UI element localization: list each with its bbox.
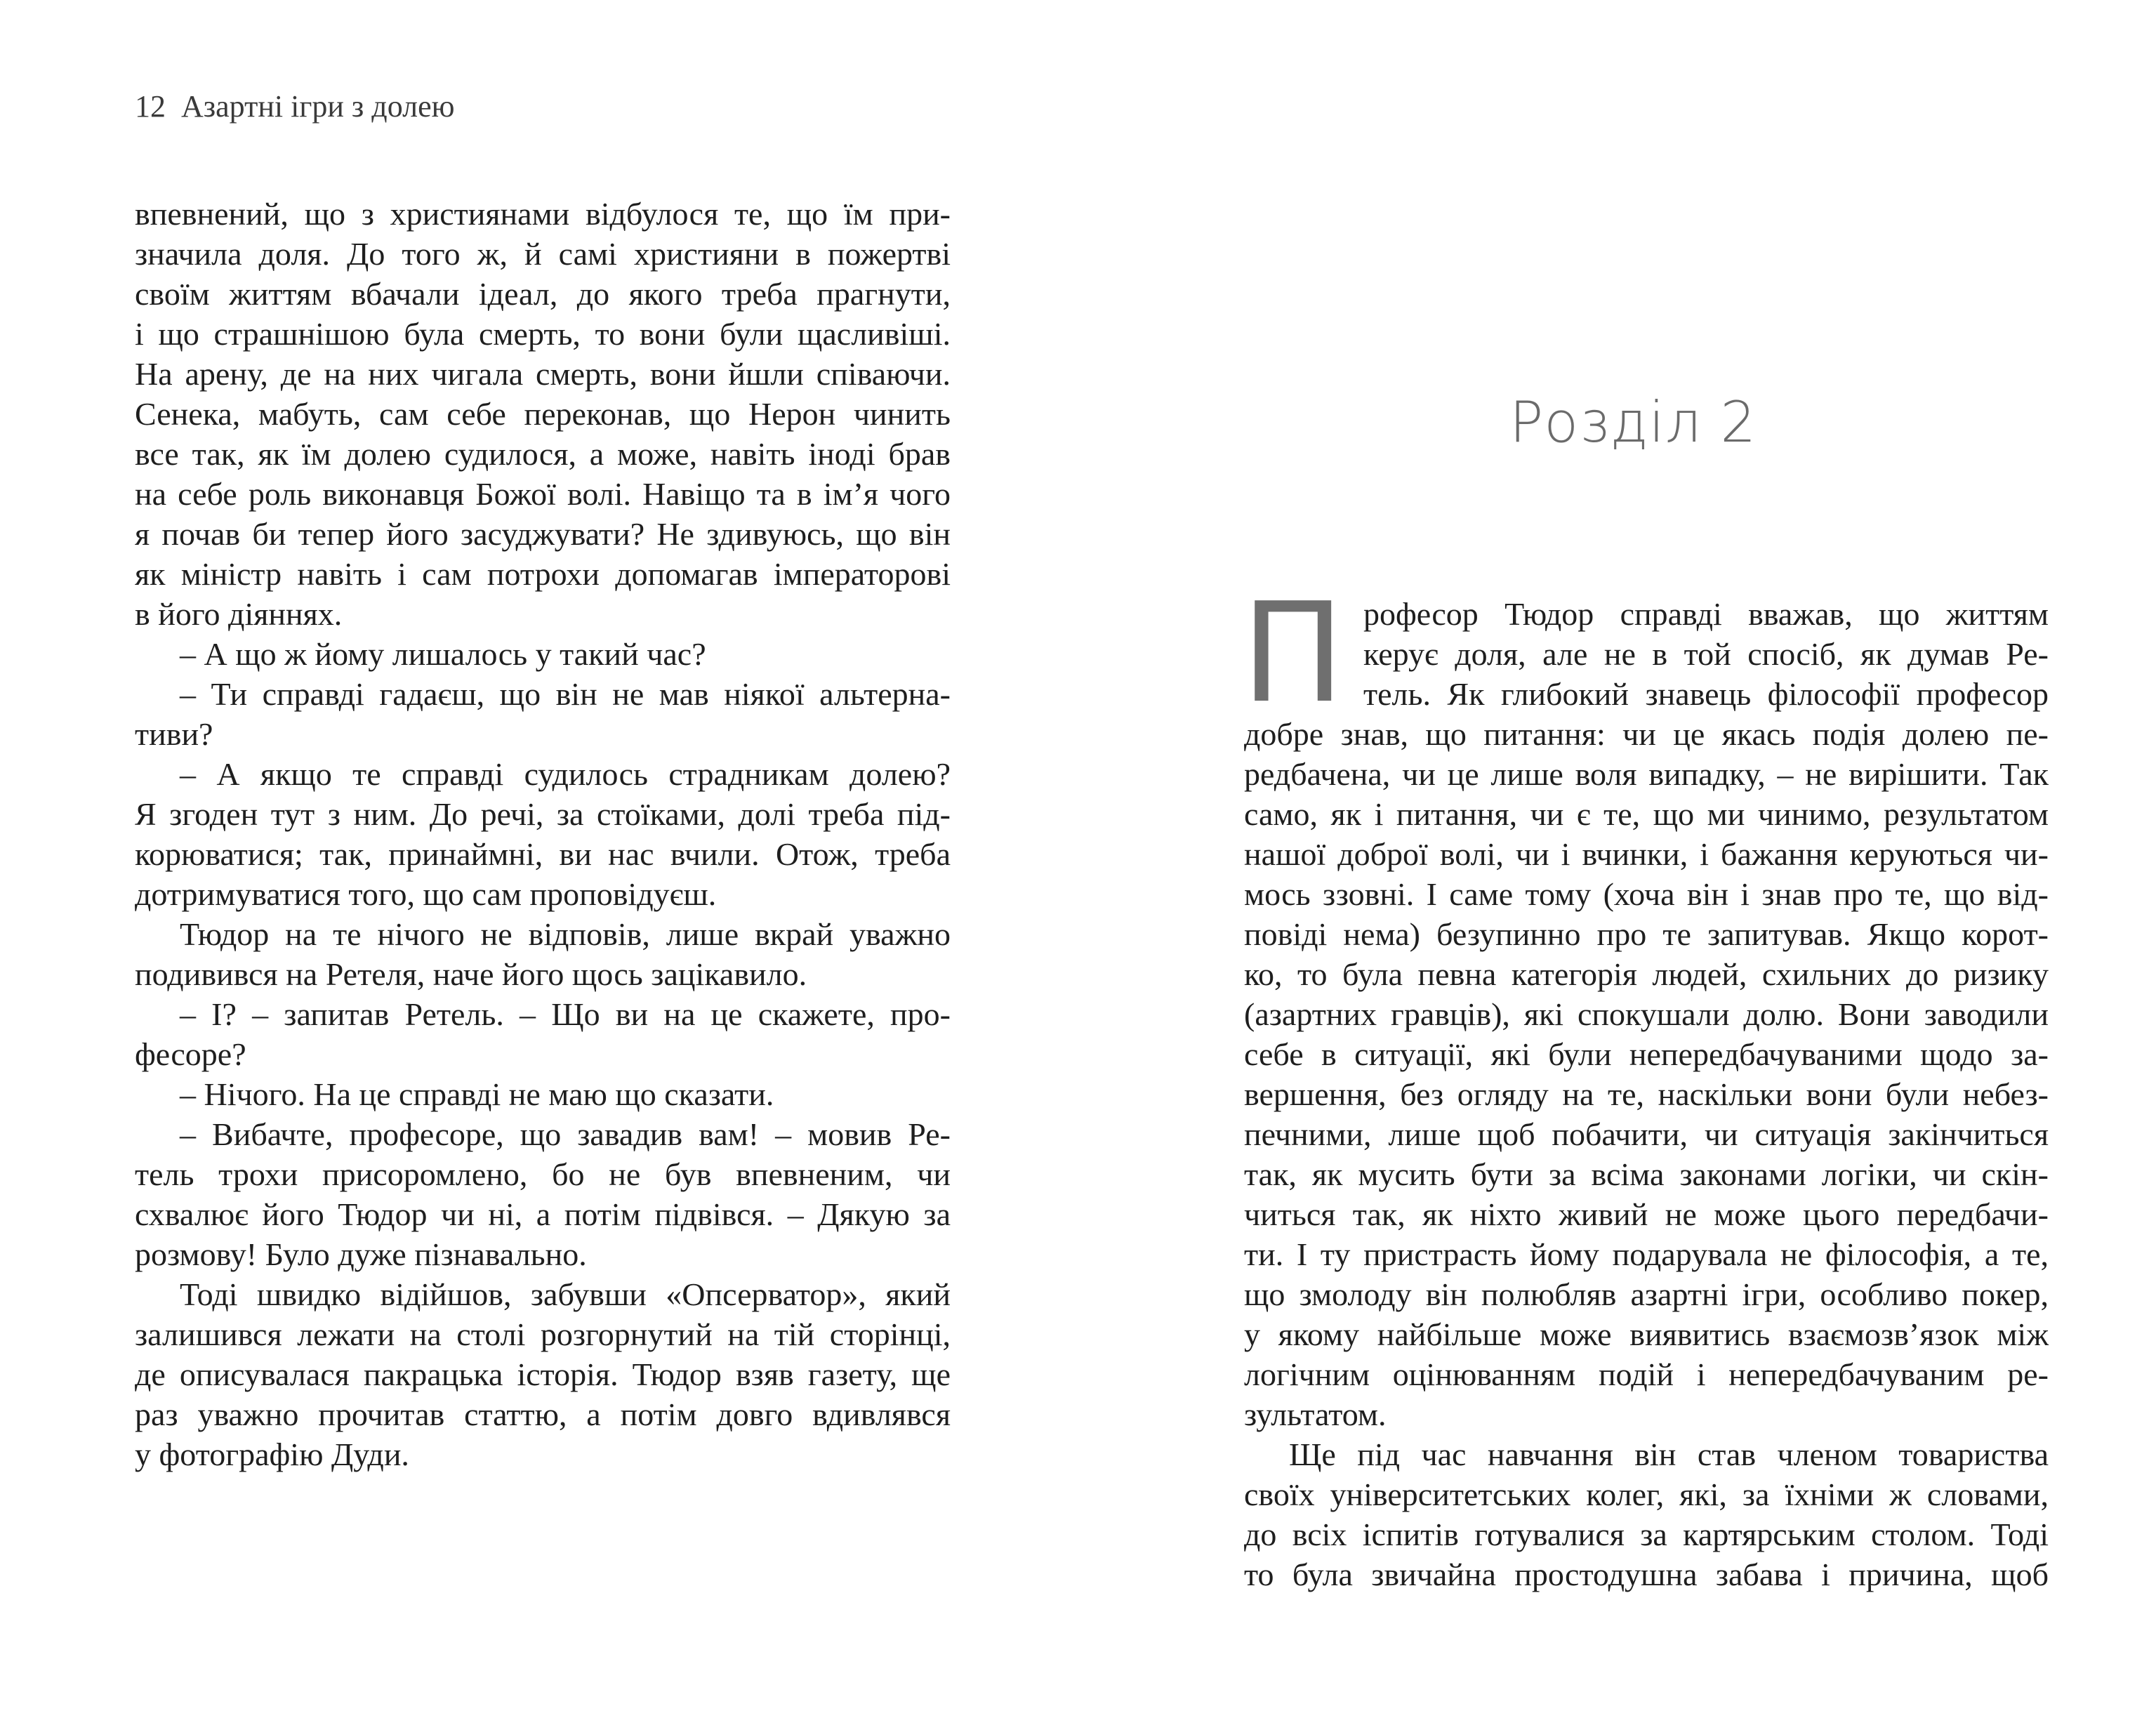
text-line: само, як і питання, чи є те, що ми чинимо, результатом	[1244, 796, 2049, 832]
text-line: все так, як їм долею судилося, а може, навіть іноді брав	[135, 436, 951, 472]
text-line: у якому найбільше може виявитись взаємозв’язок між	[1244, 1316, 2049, 1352]
text-line: себе в ситуації, які були непередбачуваними щодо за-	[1244, 1036, 2049, 1072]
text-line: тель трохи присоромлено, бо не був впевненим, чи	[135, 1156, 951, 1192]
page-number: 12	[135, 89, 166, 124]
text-line: редбачена, чи це лише воля випадку, – не вирішити. Так	[1244, 756, 2049, 792]
text-line: я почав би тепер його засуджувати? Не здивуюсь, що він	[135, 516, 951, 552]
text-line: – А якщо те справді судилось страдникам долею?	[180, 756, 951, 792]
text-line: мось ззовні. І саме тому (хоча він і знав про те, що від-	[1244, 876, 2049, 912]
text-line: в його діяннях.	[135, 596, 343, 632]
text-line: – А що ж йому лишалось у такий час?	[180, 636, 706, 672]
text-line: рофесор Тюдор справді вважав, що життям	[1363, 596, 2049, 632]
text-line: нашої доброї волі, чи і вчинки, і бажання керуються чи-	[1244, 836, 2049, 872]
text-line: Тюдор на те нічого не відповів, лише вкрай уважно	[180, 916, 951, 952]
text-line: раз уважно прочитав статтю, а потім довго вдивлявся	[135, 1396, 951, 1432]
text-line: керує доля, але не в той спосіб, як думав Ре-	[1363, 636, 2049, 672]
text-line: тель. Як глибокий знавець філософії професор	[1363, 676, 2049, 712]
text-line: Ще під час навчання він став членом товариства	[1289, 1436, 2049, 1472]
text-line: і що страшнішою була смерть, то вони були щасливіші.	[135, 316, 951, 352]
text-line: – Нічого. На це справді не маю що сказати.	[180, 1076, 774, 1112]
text-line: Я згоден тут з ним. До речі, за стоїками, долі треба під-	[135, 796, 951, 832]
text-line: фесоре?	[135, 1036, 246, 1072]
text-line: схвалює його Тюдор чи ні, а потім підвівся. – Дякую за	[135, 1196, 951, 1232]
text-line: добре знав, що питання: чи це якась подія долею пе-	[1244, 716, 2049, 752]
text-line: що змолоду він полюбляв азартні ігри, особливо покер,	[1244, 1276, 2049, 1312]
text-line: На арену, де на них чигала смерть, вони йшли співаючи.	[135, 356, 951, 392]
text-line: – Вибачте, професоре, що завадив вам! – мовив Ре-	[180, 1116, 951, 1152]
text-line: у фотографію Дуди.	[135, 1436, 409, 1472]
text-line: корюватися; так, принаймні, ви нас вчили. Отож, треба	[135, 836, 951, 872]
text-line: зультатом.	[1244, 1396, 1387, 1432]
right-page-text	[1244, 594, 2049, 1594]
text-line: – Ти справді гадаєш, що він не мав ніякої альтерна-	[180, 676, 951, 712]
text-line: вершення, без огляду на те, наскільки вони були небез-	[1244, 1076, 2049, 1112]
text-line: де описувалася пакрацька історія. Тюдор взяв газету, ще	[135, 1356, 951, 1392]
text-line: розмову! Було дуже пізнавально.	[135, 1236, 587, 1272]
text-line: печними, лише щоб побачити, чи ситуація закінчиться	[1244, 1116, 2049, 1152]
text-line: то була звичайна простодушна забава і причина, щоб	[1244, 1557, 2049, 1592]
text-line: Тоді швидко відійшов, забувши «Опсерватор», який	[180, 1276, 951, 1312]
text-line: подивився на Ретеля, наче його щось зацікавило.	[135, 956, 807, 992]
running-head	[135, 86, 454, 128]
text-line: ко, то була певна категорія людей, схильних до ризику	[1244, 956, 2049, 992]
text-line: впевнений, що з християнами відбулося те, що їм при-	[135, 196, 951, 232]
text-line: ти. І ту пристрасть йому подарувала не філософія, а те,	[1244, 1236, 2049, 1272]
chapter-title: Розділ 2	[1509, 390, 1757, 455]
text-line: значила доля. До того ж, й самі християни в пожертві	[135, 236, 951, 272]
text-line: так, як мусить бути за всіма законами логіки, чи скін-	[1244, 1156, 2049, 1192]
text-line: своїм життям вбачали ідеал, до якого треба прагнути,	[135, 276, 951, 312]
text-line: на себе роль виконавця Божої волі. Навіщо та в ім’я чого	[135, 476, 951, 512]
text-line: повіді нема) безупинно про те запитував. Якщо корот-	[1244, 916, 2049, 952]
text-line: залишився лежати на столі розгорнутий на тій сторінці,	[135, 1316, 951, 1352]
text-line: своїх університетських колег, які, за їхніми ж словами,	[1244, 1476, 2049, 1512]
left-page-text	[135, 194, 951, 1474]
drop-cap: П	[1241, 574, 1345, 734]
text-line: (азартних гравців), які спокушали долю. Вони заводили	[1244, 996, 2049, 1032]
text-line: читься так, як ніхто живий не може цього передбачи-	[1244, 1196, 2049, 1232]
text-line: до всіх іспитів готувалися за картярським столом. Тоді	[1244, 1516, 2049, 1552]
text-line: як міністр навіть і сам потрохи допомагав імператорові	[135, 556, 951, 592]
text-line: Сенека, мабуть, сам себе переконав, що Нерон чинить	[135, 396, 951, 432]
text-line: – І? – запитав Ретель. – Що ви на це скажете, про-	[180, 996, 951, 1032]
text-line: дотримуватися того, що сам проповідуєш.	[135, 876, 717, 912]
text-line: логічним оцінюванням подій і непередбачуваним ре-	[1244, 1356, 2049, 1392]
book-title: Азартні ігри з долею	[181, 89, 455, 124]
text-line: тиви?	[135, 716, 213, 752]
